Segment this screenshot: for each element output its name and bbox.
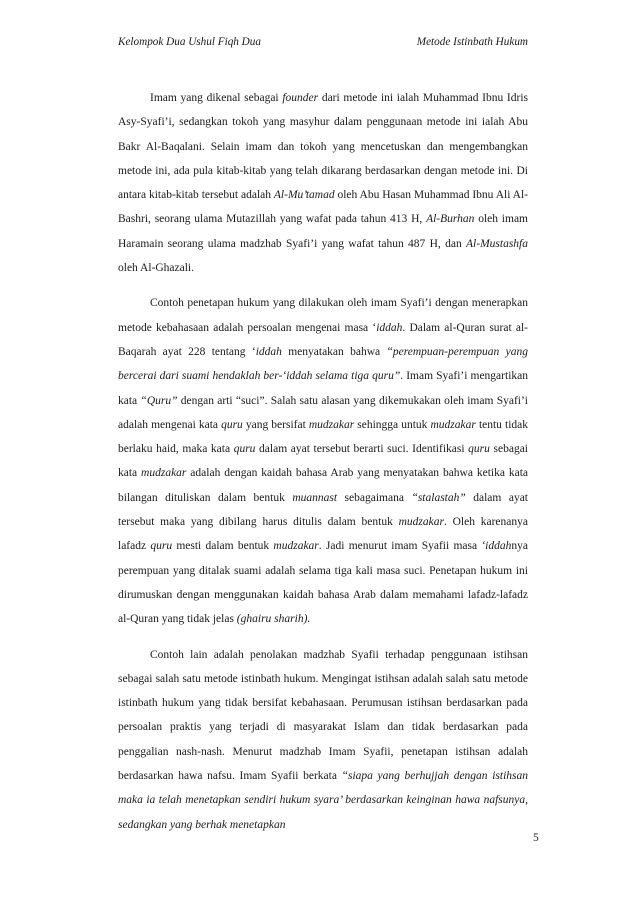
- italic-term: “Quru”: [140, 394, 178, 407]
- text-run: Imam yang dikenal sebagai: [150, 92, 283, 104]
- text-run: nya perempuan yang ditalak suami adalah selama tiga kali masa suci. Penetapan hukum ini dirumuskan dengan menggunakan kaidah bahasa Arab dalam memahami lafadz-lafadz al-Quran yang tidak jelas: [118, 540, 528, 626]
- italic-term: “stalastah”: [411, 491, 466, 504]
- document-body: [118, 86, 528, 848]
- italic-term: Al-Mustashfa: [466, 237, 528, 250]
- paragraph-iddah-example: [118, 291, 528, 631]
- italic-term: muannast: [292, 491, 338, 504]
- italic-term: Al-Burhan: [426, 213, 475, 226]
- italic-term: mudzakar: [430, 418, 476, 431]
- text-run: menyatakan bahwa: [281, 345, 387, 358]
- paragraph-istihsan-example: [118, 643, 528, 837]
- text-run: adalah dengan kaidah bahasa Arab yang menyatakan bahwa ketika kata bilangan dituliskan dalam bentuk: [118, 467, 528, 504]
- italic-term: mudzakar: [141, 467, 187, 480]
- text-run: . Jadi menurut imam Syafii masa: [318, 540, 482, 553]
- text-run: dengan arti “suci”. Salah satu alasan yang dikemukakan oleh imam Syafi’i adalah mengenai kata: [118, 394, 528, 431]
- italic-term: founder: [282, 92, 319, 104]
- italic-term: Al-Mu’tamad: [273, 189, 335, 202]
- text-run: oleh Abu Hasan Muhammad Ibnu Ali Al-Bashri, seorang ulama Mutazillah yang wafat pada tahun 413 H,: [118, 189, 528, 226]
- italic-term: “perempuan-perempuan yang bercerai dari suami hendaklah ber-‘iddah selama tiga quru”: [118, 345, 528, 383]
- text-run: . Oleh karenanya lafadz: [118, 516, 528, 553]
- italic-term: mudzakar: [398, 516, 444, 529]
- italic-term: ‘iddah: [481, 540, 512, 553]
- italic-term: iddah: [255, 345, 282, 358]
- text-run: . Dalam al-Quran surat al-Baqarah ayat 228 tentang ‘: [118, 321, 529, 358]
- header-left-title: Kelompok Dua Ushul Fiqh Dua: [118, 36, 261, 48]
- text-run: . Imam Syafi’i mengartikan kata: [118, 370, 528, 407]
- page-number: 5: [533, 832, 539, 844]
- text-run: sebagai kata: [118, 443, 529, 480]
- italic-term: “siapa yang berhujjah dengan istihsan maka ia telah menetapkan sendiri hukum syara’ berdasarkan keinginan hawa nafsunya, sedangkan yang berhak menetapkan: [118, 770, 528, 831]
- header-right-title: Metode Istinbath Hukum: [416, 36, 528, 48]
- text-run: sebagaimana: [337, 491, 412, 504]
- italic-term: quru: [221, 418, 243, 431]
- italic-term: mudzakar: [273, 540, 319, 553]
- text-run: mesti dalam bentuk: [172, 540, 274, 553]
- text-run: oleh imam Haramain seorang ulama madzhab Syafi’i yang wafat tahun 487 H, dan: [118, 213, 528, 250]
- italic-term: quru: [150, 540, 173, 553]
- text-run: yang bersifat: [242, 418, 309, 431]
- italic-term: (ghairu sharih).: [236, 613, 311, 626]
- text-run: tentu tidak berlaku haid, maka kata: [118, 418, 528, 456]
- text-run: dari metode ini ialah Muhammad Ibnu Idris Asy-Syafi’i, sedangkan tokoh yang masyhur dalam penggunaan metode ini ialah Abu Bakr Al-Baqalani. Selain imam dan tokoh yang mencetuskan dan mengembangkan metode ini, ada pula kitab-kitab yang telah dikarang berdasarkan dengan metode ini. Di antara kitab-kitab tersebut adalah: [118, 92, 529, 202]
- text-run: oleh Al-Ghazali.: [118, 262, 195, 275]
- text-run: Contoh penetapan hukum yang dilakukan oleh imam Syafi’i dengan menerapkan metode kebahasaan adalah persoalan mengenai masa ‘: [118, 297, 528, 334]
- text-run: sehingga untuk: [354, 418, 431, 431]
- italic-term: quru: [233, 443, 256, 456]
- italic-term: mudzakar: [308, 418, 355, 431]
- text-run: dalam ayat tersebut maka yang dibilang harus ditulis dalam bentuk: [118, 491, 528, 529]
- italic-term: iddah: [376, 321, 403, 334]
- text-run: Contoh lain adalah penolakan madzhab Syafii terhadap penggunaan istihsan sebagai salah satu metode istinbath hukum. Mengingat istihsan adalah salah satu metode istinbath hukum yang tidak bersifat kebahasaan. Perumusan istihsan berdasarkan pada persoalan praktis yang terjadi di masyarakat Islam dan tidak berdasarkan pada penggalian nash-nash. Menurut madzhab Imam Syafii, penetapan istihsan adalah berdasarkan hawa nafsu. Imam Syafii berkata: [118, 648, 528, 783]
- text-run: dalam ayat tersebut berarti suci. Identifikasi: [255, 443, 469, 456]
- running-header: [118, 36, 528, 52]
- italic-term: quru: [468, 443, 490, 456]
- paragraph-founder: [118, 86, 528, 280]
